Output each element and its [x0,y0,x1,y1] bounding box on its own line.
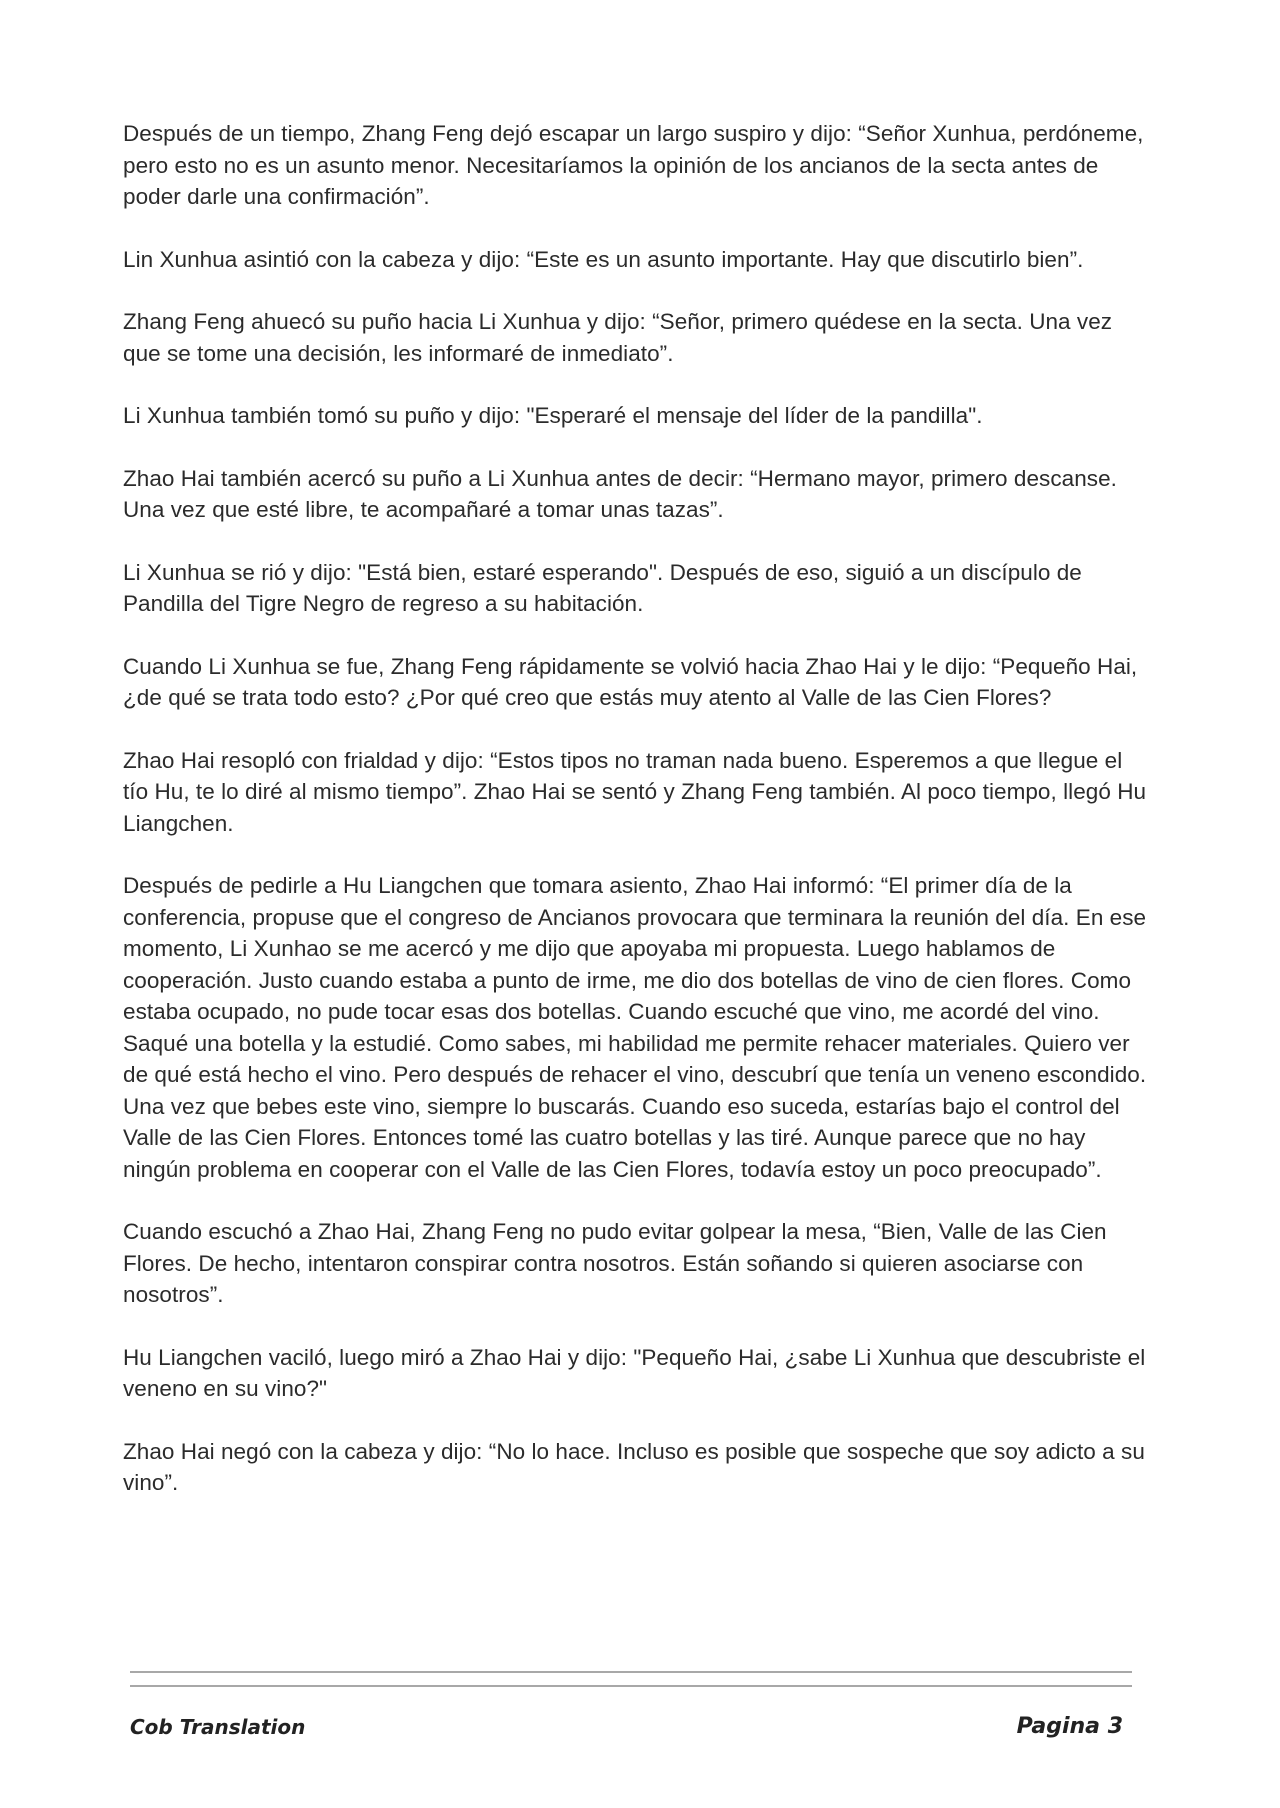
footer-divider-top [130,1671,1132,1673]
paragraph: Zhang Feng ahuecó su puño hacia Li Xunhua y dijo: “Señor, primero quédese en la secta. Una vez que se tome una decisión, les informaré de inmediato”. [123,309,1113,366]
paragraph: Li Xunhua se rió y dijo: "Está bien, estaré esperando". Después de eso, siguió a un discípulo de Pandilla del Tigre Negro de regreso a su habitación. [123,559,1082,616]
paragraph: Li Xunhua también tomó su puño y dijo: "Esperaré el mensaje del líder de la pandilla". [123,403,983,428]
footer-page-number: Pagina 3 [1016,1714,1123,1739]
paragraph: Cuando Li Xunhua se fue, Zhang Feng rápidamente se volvió hacia Zhao Hai y le dijo: “Pequeño Hai, ¿de qué se trata todo esto? ¿Por qué creo que estás muy atento al Valle de las Cien Flores? [123,653,1138,710]
paragraph: Después de un tiempo, Zhang Feng dejó escapar un largo suspiro y dijo: “Señor Xunhua, perdóneme, pero esto no es un asunto menor. Necesitaríamos la opinión de los ancianos de la secta antes de poder darle una confirmación”. [123,121,1144,209]
paragraph: Zhao Hai negó con la cabeza y dijo: “No lo hace. Incluso es posible que sospeche que soy adicto a su vino”. [123,1438,1145,1495]
paragraph: Hu Liangchen vaciló, luego miró a Zhao Hai y dijo: "Pequeño Hai, ¿sabe Li Xunhua que descubriste el veneno en su vino?" [123,1344,1146,1401]
body-text [123,118,1153,1530]
paragraph: Zhao Hai también acercó su puño a Li Xunhua antes de decir: “Hermano mayor, primero descanse. Una vez que esté libre, te acompañaré a tomar unas tazas”. [123,465,1117,522]
footer-translator-name: Cob Translation [130,1715,306,1739]
footer-divider-bottom [130,1685,1132,1687]
paragraph: Zhao Hai resopló con frialdad y dijo: “Estos tipos no traman nada bueno. Esperemos a que llegue el tío Hu, te lo diré al mismo tiempo”. Zhao Hai se sentó y Zhang Feng también. Al poco tiempo, llegó Hu Liangchen. [123,747,1147,836]
paragraph: Lin Xunhua asintió con la cabeza y dijo: “Este es un asunto importante. Hay que discutirlo bien”. [123,246,1084,272]
paragraph: Después de pedirle a Hu Liangchen que tomara asiento, Zhao Hai informó: “El primer día de la conferencia, propuse que el congreso de Ancianos provocara que terminara la reunión del día. En ese momento, Li Xunhao se me acercó y me dijo que apoyaba mi propuesta. Luego hablamos de cooperación. Justo cuando estaba a punto de irme, me dio dos botellas de vino de cien flores. Como estaba ocupado, no pude tocar esas dos botellas. Cuando escuché que vino, me acordé del vino. Saqué una botella y la estudié. Como sabes, mi habilidad me permite rehacer materiales. Quiero ver de qué está hecho el vino. Pero después de rehacer el vino, descubrí que tenía un veneno escondido. Una vez que bebes este vino, siempre lo buscarás. Cuando eso suceda, estarías bajo el control del Valle de las Cien Flores. Entonces tomé las cuatro botellas y las tiré. Aunque parece que no hay ningún problema en cooperar con el Valle de las Cien Flores, todavía estoy un poco preocupado”. [123,873,1147,1182]
paragraph: Cuando escuchó a Zhao Hai, Zhang Feng no pudo evitar golpear la mesa, “Bien, Valle de las Cien Flores. De hecho, intentaron conspirar contra nosotros. Están soñando si quieren asociarse con nosotros”. [123,1219,1107,1307]
